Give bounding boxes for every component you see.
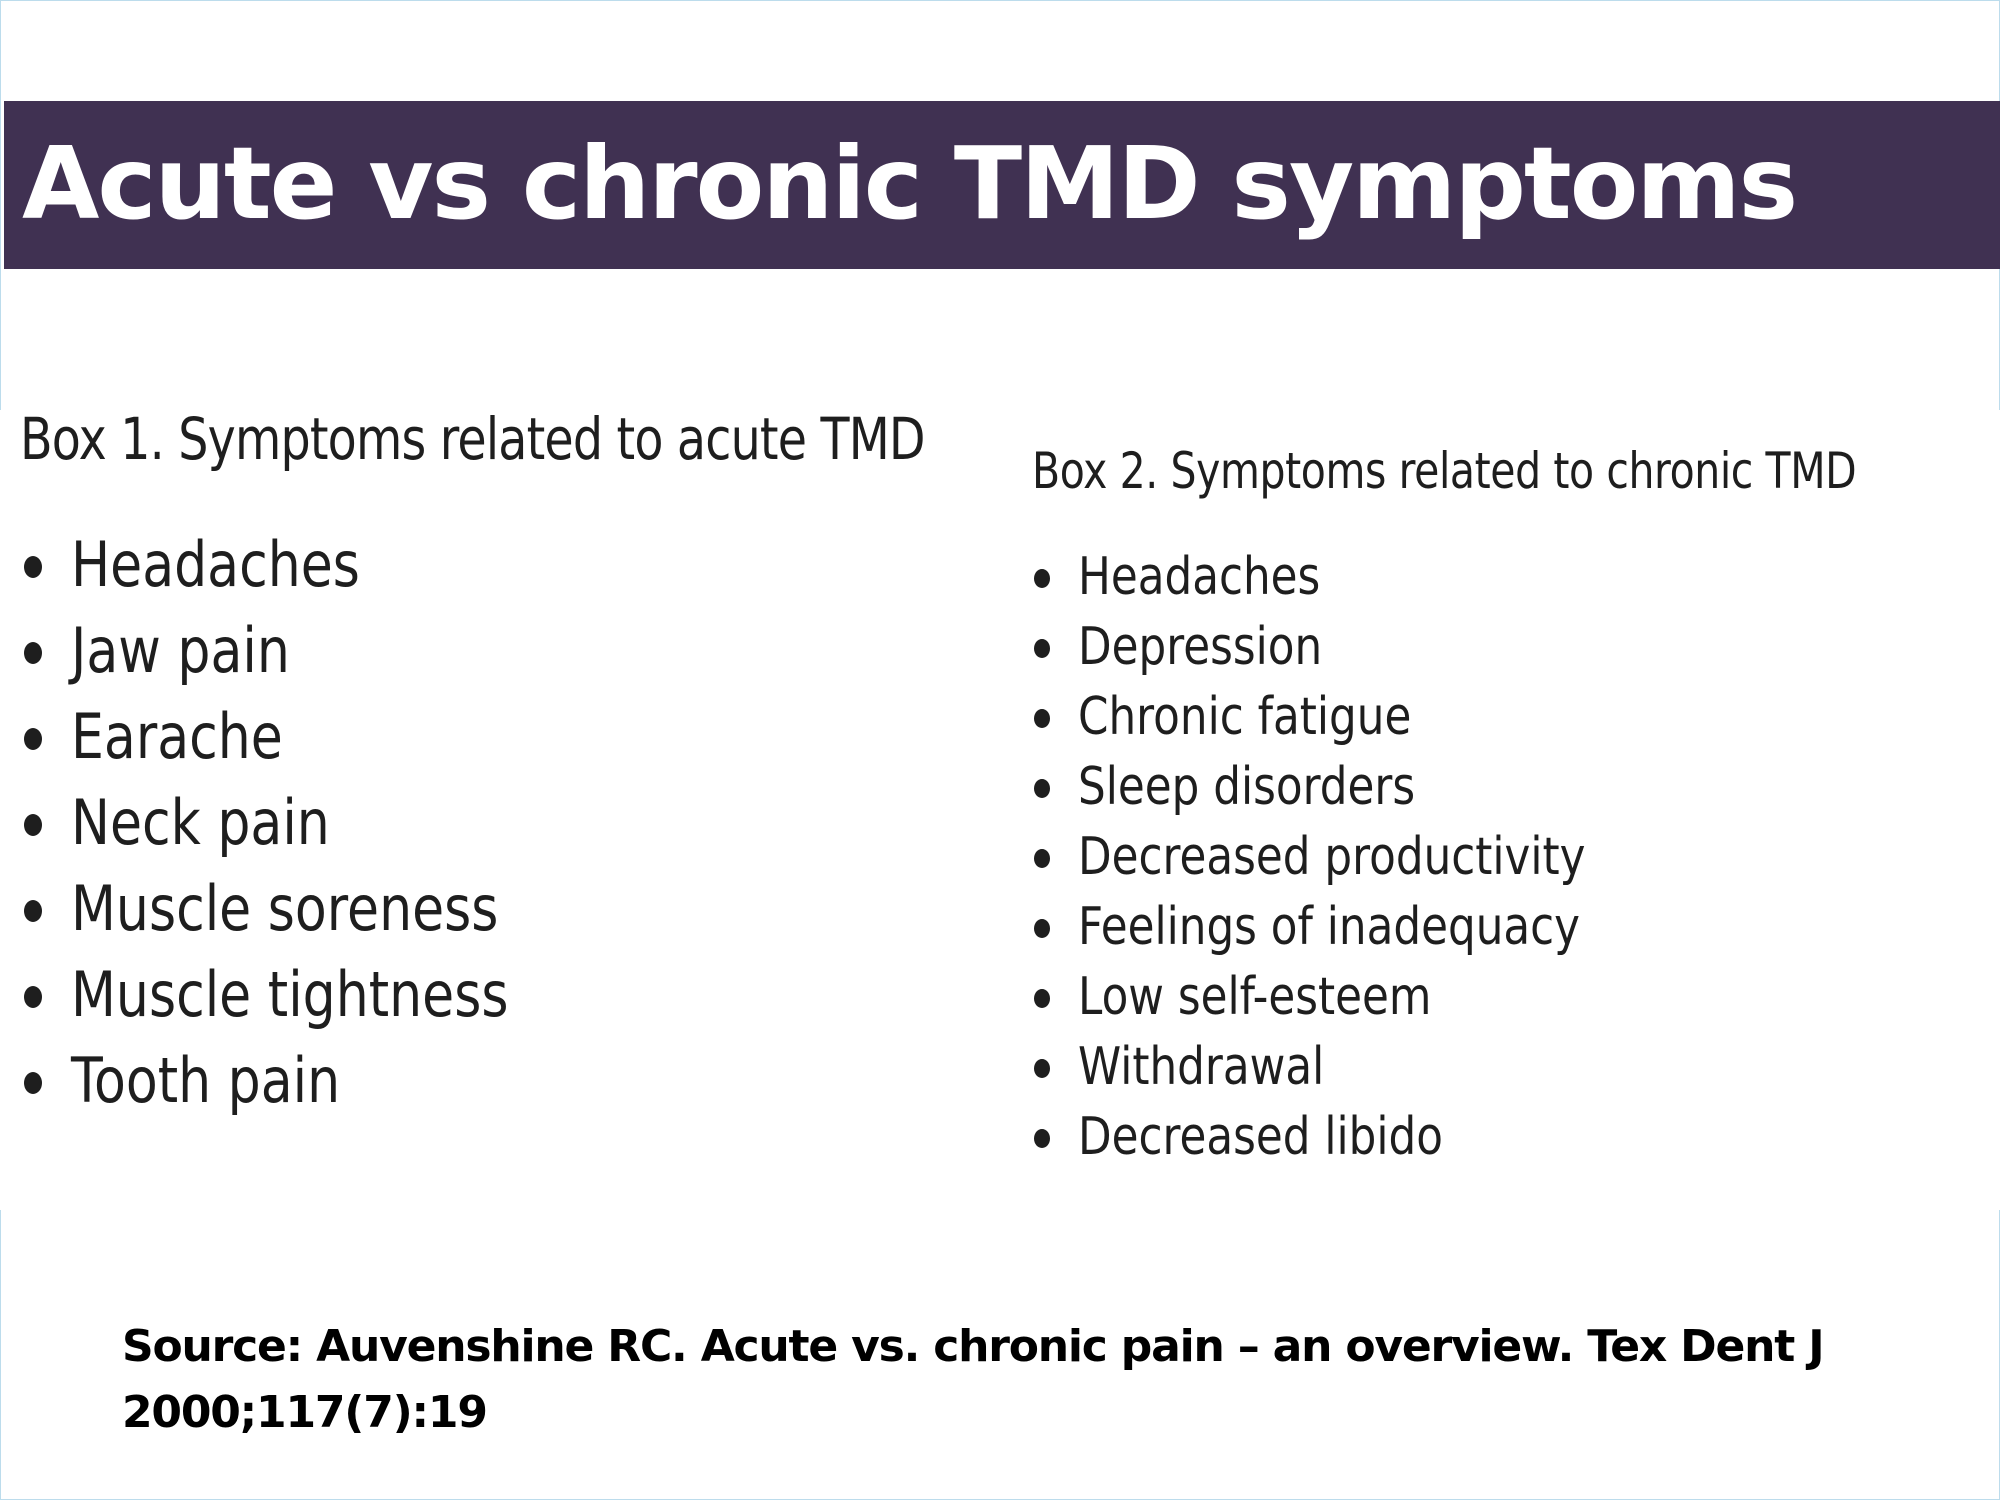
acute-symptom-item — [20, 952, 1123, 1038]
acute-symptom-item — [20, 694, 1123, 780]
acute-symptom-item — [20, 608, 1123, 694]
acute-symptom-item — [20, 780, 1123, 866]
bullet-icon — [24, 900, 42, 922]
chronic-symptom-label: Depression — [1078, 617, 1323, 677]
source-citation-line-1: Source: Auvenshine RC. Acute vs. chronic pain – an overview. Tex Dent J — [122, 1321, 1824, 1372]
acute-symptom-label: Muscle soreness — [71, 872, 499, 945]
bullet-icon — [1034, 1129, 1050, 1148]
bullet-icon — [1034, 919, 1050, 938]
chronic-symptom-label: Headaches — [1078, 547, 1321, 607]
chronic-symptom-item — [1032, 1102, 2000, 1172]
bullet-icon — [24, 728, 42, 750]
bullet-icon — [24, 556, 42, 578]
chronic-symptom-list — [1032, 542, 2000, 1172]
slide-title: Acute vs chronic TMD symptoms — [22, 125, 1797, 242]
chronic-symptom-item — [1032, 612, 2000, 682]
bullet-icon — [1034, 779, 1050, 798]
bullet-icon — [1034, 989, 1050, 1008]
chronic-symptom-label: Feelings of inadequacy — [1078, 897, 1581, 957]
chronic-symptom-label: Withdrawal — [1078, 1037, 1325, 1097]
bullet-icon — [1034, 709, 1050, 728]
bullet-icon — [24, 986, 42, 1008]
bullet-icon — [1034, 1059, 1050, 1078]
chronic-symptom-item — [1032, 962, 2000, 1032]
chronic-symptom-item — [1032, 822, 2000, 892]
acute-symptom-label: Earache — [71, 700, 283, 773]
chronic-symptom-item — [1032, 682, 2000, 752]
acute-symptoms-box — [20, 405, 1123, 1124]
acute-symptom-label: Headaches — [71, 528, 360, 601]
chronic-box-heading: Box 2. Symptoms related to chronic TMD — [1032, 442, 1857, 500]
acute-symptom-label: Tooth pain — [71, 1044, 341, 1117]
acute-box-heading: Box 1. Symptoms related to acute TMD — [20, 405, 925, 473]
chronic-symptoms-box — [1032, 410, 2000, 1172]
chronic-symptom-item — [1032, 542, 2000, 612]
chronic-symptom-item — [1032, 1032, 2000, 1102]
acute-symptom-item — [20, 522, 1123, 608]
chronic-symptom-label: Decreased libido — [1078, 1107, 1443, 1167]
bullet-icon — [24, 814, 42, 836]
acute-symptom-item — [20, 1038, 1123, 1124]
acute-symptom-item — [20, 866, 1123, 952]
chronic-symptom-label: Decreased productivity — [1078, 827, 1586, 887]
acute-symptom-label: Neck pain — [71, 786, 330, 859]
chronic-symptom-label: Low self-esteem — [1078, 967, 1432, 1027]
bullet-icon — [1034, 639, 1050, 658]
bullet-icon — [1034, 849, 1050, 868]
acute-symptom-label: Jaw pain — [71, 614, 290, 687]
acute-symptom-list — [20, 522, 1123, 1124]
source-citation-line-2: 2000;117(7):19 — [122, 1387, 487, 1438]
bullet-icon — [24, 1072, 42, 1094]
source-citation — [122, 1314, 1922, 1446]
chronic-symptom-label: Sleep disorders — [1078, 757, 1416, 817]
chronic-symptom-item — [1032, 752, 2000, 822]
chronic-symptom-label: Chronic fatigue — [1078, 687, 1412, 747]
chronic-symptom-item — [1032, 892, 2000, 962]
bullet-icon — [1034, 569, 1050, 588]
acute-symptom-label: Muscle tightness — [71, 958, 509, 1031]
bullet-icon — [24, 642, 42, 664]
symptom-boxes-image — [0, 405, 2000, 1210]
